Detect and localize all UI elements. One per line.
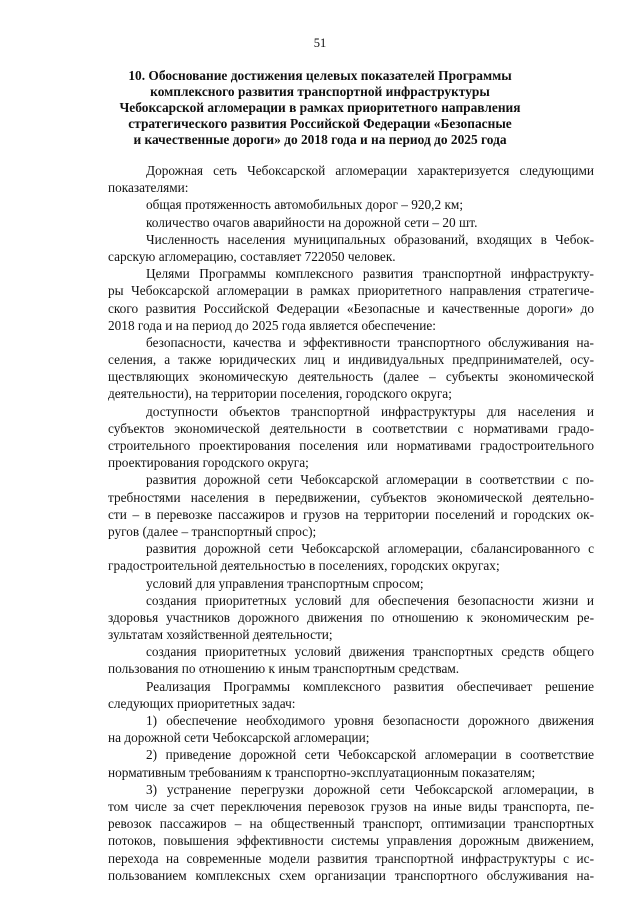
text-line: градостроительной деятельностью в поселениях, городских округах; bbox=[108, 558, 500, 574]
text-line: Реализация Программы комплексного развития обеспечивает решение bbox=[146, 678, 594, 694]
text-line: перехода на современные модели развития транспортной инфраструктуры с ис- bbox=[108, 850, 594, 866]
text-line: 2018 года и на период до 2025 года является обеспечение: bbox=[108, 317, 436, 333]
text-line: создания приоритетных условий для обеспечения безопасности жизни и bbox=[146, 592, 594, 608]
text-line: пользованием комплексных схем организации транспортного обслуживания на- bbox=[108, 867, 594, 883]
text-line: деятельности), на территории поселения, городского округа; bbox=[108, 386, 452, 402]
heading-line: и качественные дороги» до 2018 года и на период до 2025 года bbox=[133, 132, 507, 147]
heading-line: стратегического развития Российской Федерации «Безопасные bbox=[128, 116, 512, 131]
text-line: Численность населения муниципальных образований, входящих в Чебок- bbox=[146, 231, 594, 247]
text-line: доступности объектов транспортной инфраструктуры для населения и bbox=[146, 403, 594, 419]
text-line: количество очагов аварийности на дорожной сети – 20 шт. bbox=[146, 214, 478, 230]
body-text bbox=[108, 162, 594, 884]
section-heading bbox=[95, 68, 545, 148]
text-line: потоков, повышения эффективности системы управления дорожным движением, bbox=[108, 833, 594, 849]
text-line: ревозок пассажиров – на общественный транспорт, оптимизации транспортных bbox=[108, 816, 594, 832]
text-line: селения, а также юридических лиц и индивидуальных предпринимателей, осу- bbox=[108, 352, 594, 368]
text-line: 3) устранение перегрузки дорожной сети Чебоксарской агломерации, в bbox=[146, 781, 594, 797]
page-number: 51 bbox=[313, 36, 327, 50]
text-line: развития дорожной сети Чебоксарской агломерации в соответствии с по- bbox=[146, 472, 594, 488]
text-line: Дорожная сеть Чебоксарской агломерации характеризуется следующими bbox=[146, 163, 594, 178]
text-line: безопасности, качества и эффективности транспортного обслуживания на- bbox=[146, 334, 594, 350]
text-line: развития дорожной сети Чебоксарской агломерации, сбалансированного с bbox=[146, 541, 594, 557]
text-line: 2) приведение дорожной сети Чебоксарской агломерации в соответствие bbox=[146, 747, 594, 763]
text-line: нормативным требованиям к транспортно-эксплуатационным показателям; bbox=[108, 764, 536, 780]
text-line: строительного проектирования поселения или нормативами градостроительного bbox=[108, 438, 594, 453]
text-line: сарскую агломерацию, составляет 722050 человек. bbox=[108, 248, 396, 264]
text-line: на дорожной сети Чебоксарской агломерации; bbox=[108, 730, 370, 746]
text-line: ругов (далее – транспортный спрос); bbox=[108, 523, 317, 539]
text-line: общая протяженность автомобильных дорог – 920,2 км; bbox=[146, 197, 464, 213]
text-line: зультатам хозяйственной деятельности; bbox=[108, 627, 333, 643]
text-line: 1) обеспечение необходимого уровня безопасности дорожного движения bbox=[146, 713, 594, 728]
heading-line: Чебоксарской агломерации в рамках приоритетного направления bbox=[119, 100, 521, 115]
heading-line: комплексного развития транспортной инфраструктуры bbox=[150, 84, 490, 99]
text-line: том числе за счет переключения перевозок грузов на иные виды транспорта, пе- bbox=[108, 798, 594, 814]
text-line: пользования по отношению к иным транспортным средствам. bbox=[108, 661, 460, 677]
text-line: показателями: bbox=[108, 180, 189, 196]
text-line: ского развития Российской Федерации «Безопасные и качественные дороги» до bbox=[108, 300, 594, 316]
text-line: проектирования городского округа; bbox=[108, 455, 309, 471]
text-line: Целями Программы комплексного развития транспортной инфраструкту- bbox=[146, 266, 594, 282]
text-line: требностями населения в передвижении, субъектов экономической деятельно- bbox=[108, 489, 594, 505]
text-line: субъектов экономической деятельности в соответствии с нормативами градо- bbox=[108, 420, 594, 436]
text-line: сти – в перевозке пассажиров и грузов на территории поселений и городских ок- bbox=[108, 506, 594, 522]
text-line: следующих приоритетных задач: bbox=[108, 695, 296, 711]
heading-line: 10. Обоснование достижения целевых показателей Программы bbox=[128, 68, 512, 83]
text-line: создания приоритетных условий движения транспортных средств общего bbox=[146, 644, 594, 660]
text-line: условий для управления транспортным спросом; bbox=[146, 575, 424, 591]
text-line: ществляющих экономическую деятельность (далее – субъекты экономической bbox=[108, 369, 594, 385]
text-line: здоровья участников дорожного движения по отношению к экономическим ре- bbox=[108, 609, 594, 625]
text-line: ры Чебоксарской агломерации в рамках приоритетного направления стратегиче- bbox=[108, 283, 594, 299]
